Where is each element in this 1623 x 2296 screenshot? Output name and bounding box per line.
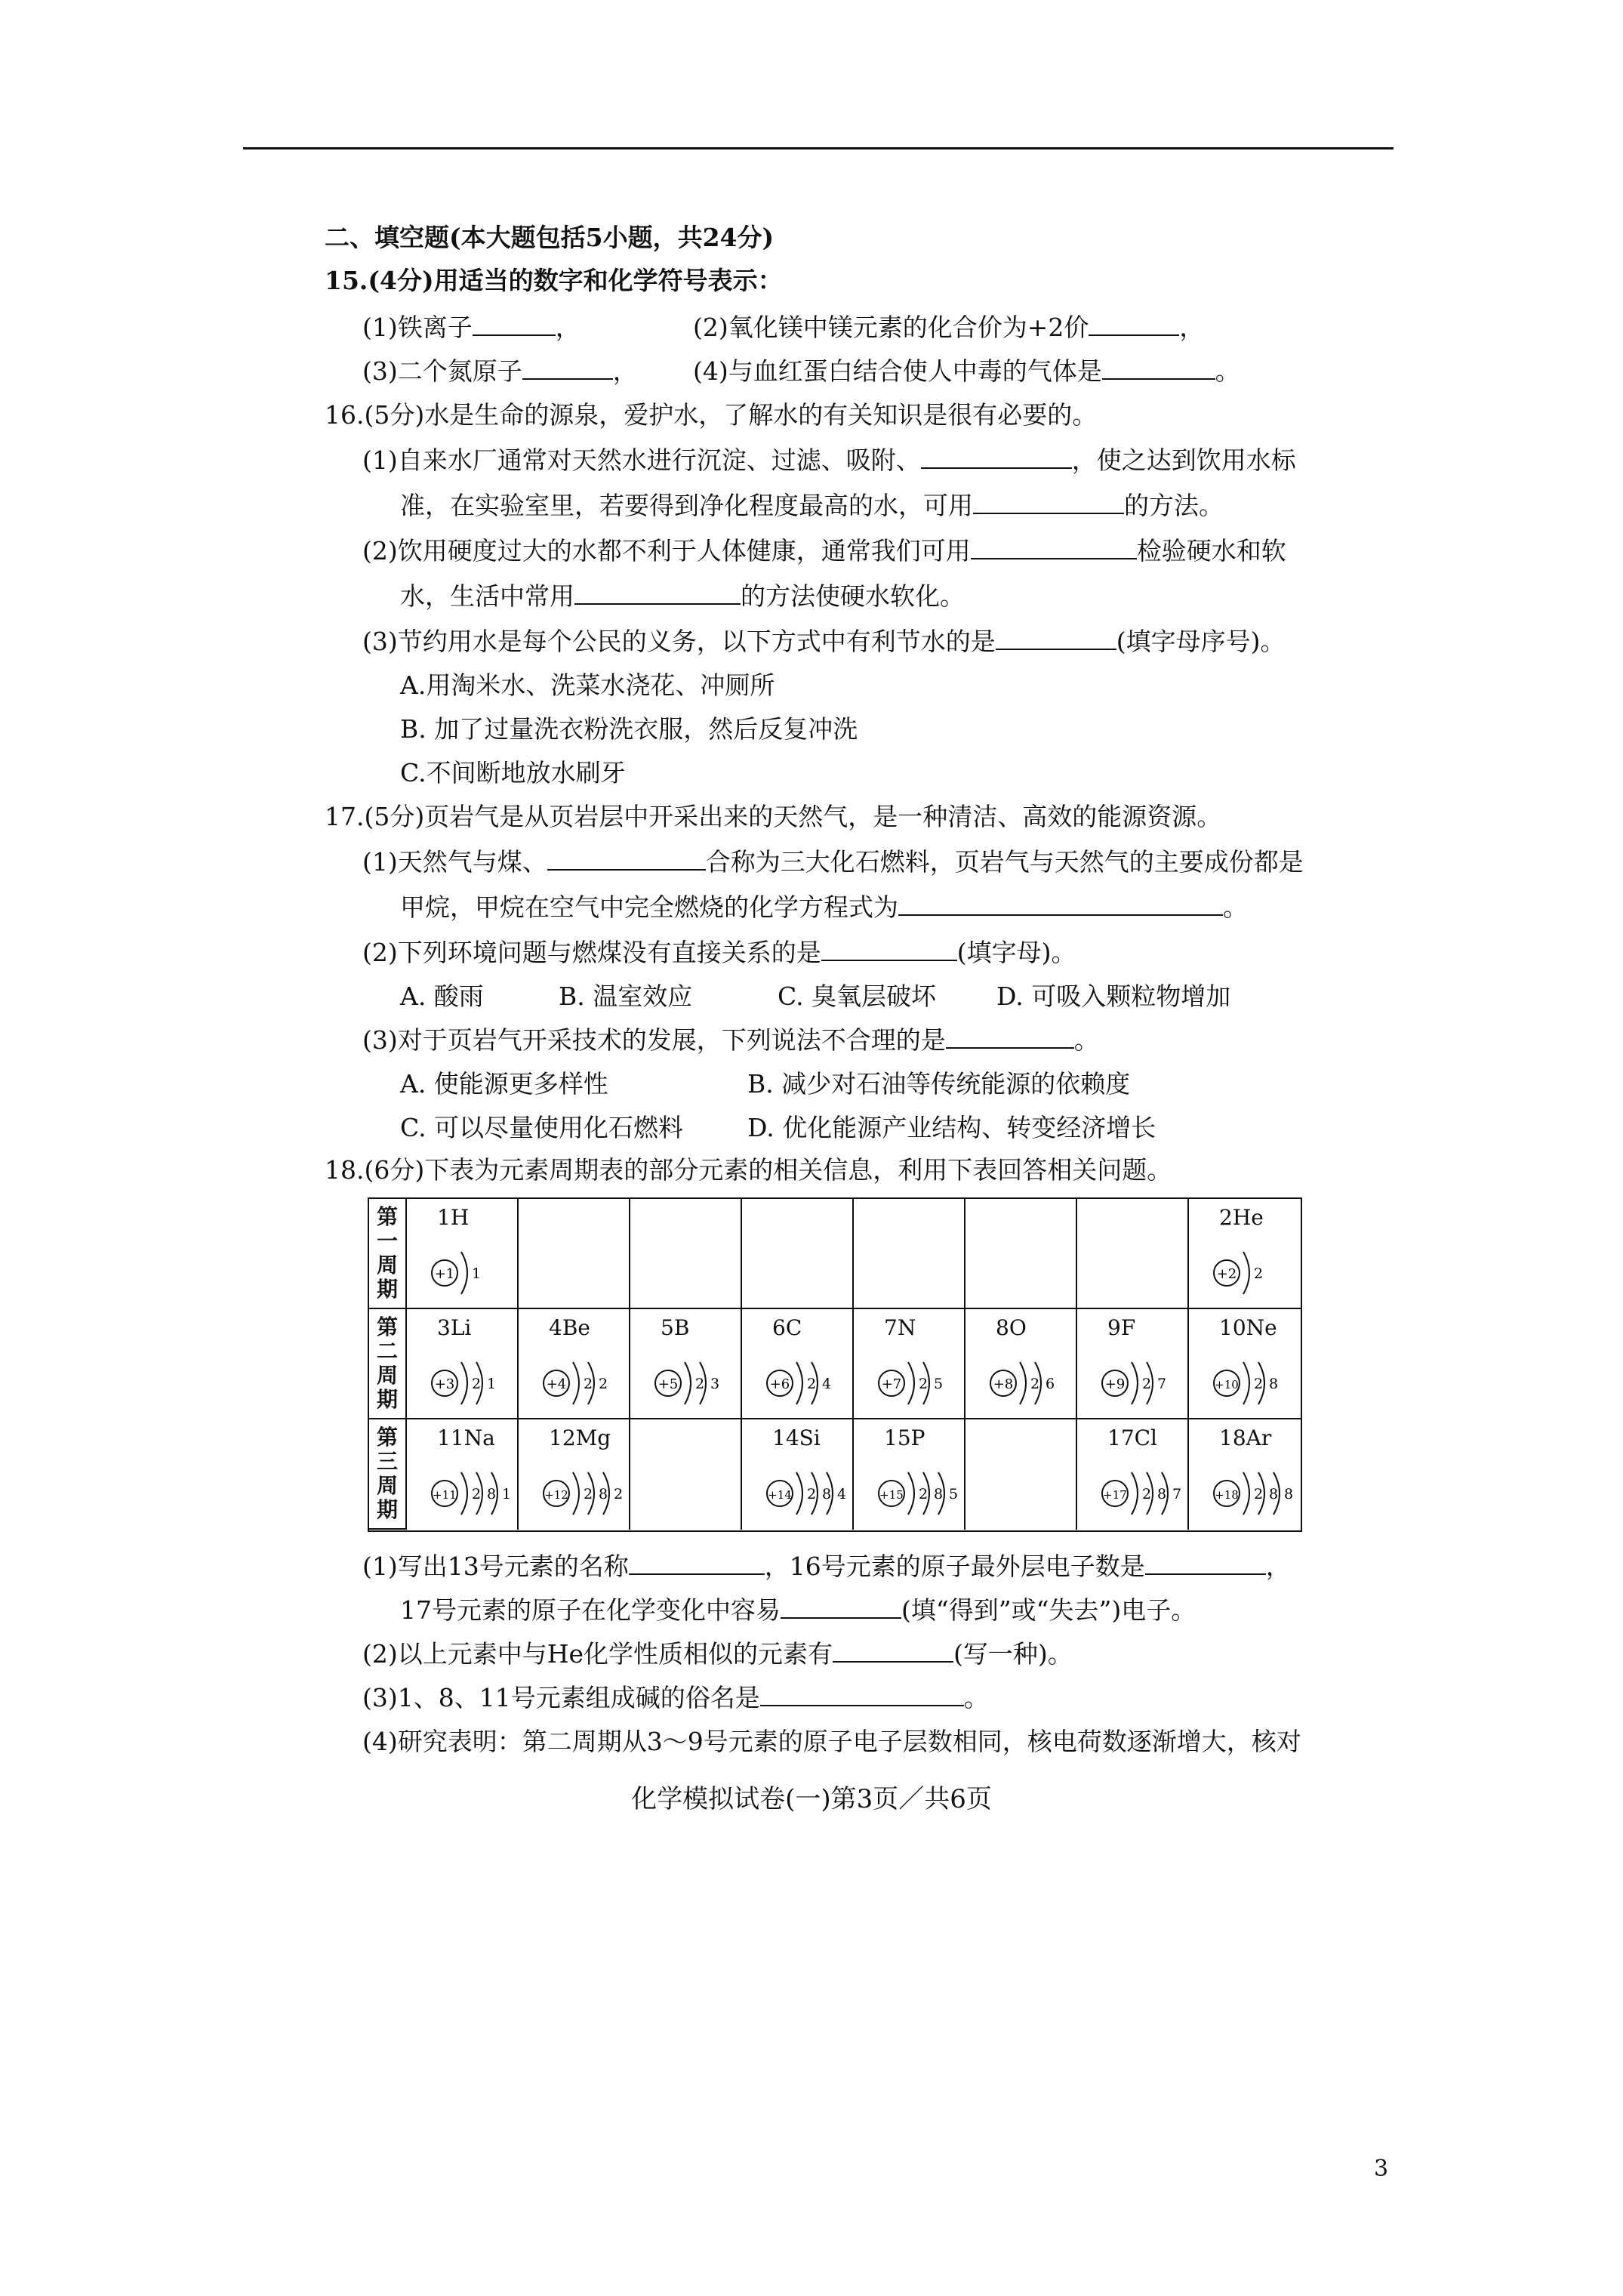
element-cell <box>1189 1309 1301 1419</box>
electron-shell-arc <box>685 1362 691 1404</box>
q16-option-a: A.用淘米水、洗菜水浇花、冲厕所 <box>400 670 775 700</box>
nucleus-charge: +11 <box>433 1488 457 1502</box>
electron-shell-arc <box>573 1362 579 1404</box>
electron-count: 4 <box>822 1376 832 1392</box>
q17-p1-line1 <box>362 847 1304 877</box>
electron-count: 3 <box>710 1376 720 1392</box>
element-cell <box>407 1199 519 1309</box>
element-symbol: 6C <box>772 1315 802 1340</box>
nucleus-charge: +4 <box>546 1376 567 1392</box>
period-label: 第 一 周 期 <box>369 1199 407 1309</box>
q16-p3b: (填字母序号)。 <box>1116 627 1286 656</box>
element-cell <box>854 1419 965 1530</box>
element-cell <box>1077 1309 1189 1419</box>
element-cell <box>1189 1419 1301 1530</box>
electron-count: 2 <box>472 1376 482 1392</box>
q17-title <box>325 802 1221 832</box>
element-symbol: 8O <box>996 1315 1027 1340</box>
q15-line2 <box>362 356 638 387</box>
q16-p1-line1 <box>362 445 1296 476</box>
electron-count: 2 <box>472 1486 482 1502</box>
q17-p3-option-d: D. 优化能源产业结构、转变经济增长 <box>747 1113 1156 1142</box>
periodic-table <box>368 1197 1302 1532</box>
electron-shell-arc <box>461 1252 467 1294</box>
q17-p1d: 。 <box>1223 892 1248 922</box>
q18-p2a: (2)以上元素中与He化学性质相似的元素有 <box>362 1639 833 1669</box>
q16-p1a: (1)自来水厂通常对天然水进行沉淀、过滤、吸附、 <box>362 445 921 475</box>
electron-count: 1 <box>502 1486 512 1502</box>
q16-p1-blank1[interactable] <box>921 446 1072 469</box>
q16-p2b: 检验硬水和软 <box>1136 536 1286 566</box>
q17-p3-options-row1 <box>400 1069 1130 1099</box>
q18-p1-blank2[interactable] <box>1145 1552 1266 1575</box>
q17-p1b: 合称为三大化石燃料，页岩气与天然气的主要成份都是 <box>705 847 1304 877</box>
element-symbol: 4Be <box>549 1315 590 1340</box>
empty-cell <box>1077 1199 1189 1309</box>
empty-cell <box>630 1199 742 1309</box>
atom-structure-diagram <box>651 1345 750 1413</box>
q16-p2-blank1[interactable] <box>971 537 1137 559</box>
electron-count: 8 <box>1284 1486 1294 1502</box>
element-cell <box>630 1309 742 1419</box>
q16-title <box>325 400 1097 430</box>
electron-shell-arc <box>908 1472 914 1515</box>
q15-p2-text: (2)氧化镁中镁元素的化合价为+2价 <box>693 313 1089 342</box>
q16-p1c: 准，在实验室里，若要得到净化程度最高的水，可用 <box>400 491 973 520</box>
electron-count: 2 <box>1254 1486 1264 1502</box>
electron-shell-arc <box>573 1472 579 1515</box>
q16-p1d: 的方法。 <box>1124 491 1224 520</box>
q17-p2-line <box>362 938 1076 968</box>
q18-p1a: (1)写出13号元素的名称 <box>362 1552 629 1581</box>
q17-p1-blank2[interactable] <box>898 893 1223 916</box>
q16-p2a: (2)饮用硬度过大的水都不利于人体健康，通常我们可用 <box>362 536 971 566</box>
atom-structure-diagram <box>1210 1235 1308 1303</box>
q18-p1-blank1[interactable] <box>629 1552 765 1575</box>
q15-p3-blank[interactable] <box>522 357 613 380</box>
electron-count: 1 <box>487 1376 497 1392</box>
element-cell <box>742 1419 854 1530</box>
electron-count: 8 <box>934 1486 944 1502</box>
q15-title <box>325 266 783 296</box>
page-footer: 化学模拟试卷(一)第3页／共6页 <box>631 1784 992 1814</box>
empty-cell <box>742 1199 854 1309</box>
q17-p1-blank1[interactable] <box>547 848 706 871</box>
element-cell <box>519 1309 630 1419</box>
q18-p3-blank[interactable] <box>760 1684 964 1706</box>
q16-p2-line1 <box>362 536 1286 566</box>
q18-p1e: (填“得到”或“失去”)电子。 <box>901 1595 1196 1625</box>
electron-count: 8 <box>1269 1486 1279 1502</box>
atom-structure-diagram <box>1098 1345 1196 1413</box>
element-cell <box>519 1419 630 1530</box>
period-label: 第 三 周 期 <box>369 1419 407 1530</box>
element-cell <box>854 1309 965 1419</box>
q17-p2b: (填字母)。 <box>956 938 1076 967</box>
electron-count: 2 <box>1254 1376 1264 1392</box>
element-symbol: 14Si <box>772 1425 821 1450</box>
q17-p2-options <box>400 982 1230 1012</box>
element-cell <box>1189 1199 1301 1309</box>
q15-p1-text: (1)铁离子 <box>362 313 473 342</box>
nucleus-charge: +14 <box>768 1488 792 1502</box>
nucleus-charge: +5 <box>658 1376 679 1392</box>
element-symbol: 7N <box>884 1315 916 1340</box>
q17-p1-line2 <box>400 892 1248 923</box>
empty-cell <box>965 1419 1077 1530</box>
element-symbol: 9F <box>1107 1315 1136 1340</box>
q16-option-b: B. 加了过量洗衣粉洗衣服，然后反复冲洗 <box>400 714 858 744</box>
q17-p2-option-b: B. 温室效应 <box>559 982 693 1011</box>
electron-shell-arc <box>1132 1472 1138 1515</box>
electron-shell-arc <box>1243 1472 1249 1515</box>
nucleus-charge: +1 <box>434 1266 455 1282</box>
element-symbol: 18Ar <box>1219 1425 1272 1450</box>
page-number: 3 <box>1374 2156 1389 2182</box>
q18-title-text: 18.(6分)下表为元素周期表的部分元素的相关信息，利用下表回答相关问题。 <box>325 1155 1172 1185</box>
element-symbol: 17Cl <box>1107 1425 1158 1450</box>
electron-count: 5 <box>949 1486 959 1502</box>
q17-p1c: 甲烷，甲烷在空气中完全燃烧的化学方程式为 <box>400 892 898 922</box>
element-symbol: 3Li <box>437 1315 472 1340</box>
atom-structure-diagram <box>540 1345 638 1413</box>
empty-cell <box>630 1419 742 1530</box>
atom-structure-diagram <box>1098 1456 1196 1524</box>
q15-p4-text: (4)与血红蛋白结合使人中毒的气体是 <box>693 356 1102 386</box>
empty-cell <box>854 1199 965 1309</box>
electron-count: 2 <box>1030 1376 1040 1392</box>
q17-p3-options-row2 <box>400 1113 1156 1143</box>
nucleus-charge: +15 <box>879 1488 904 1502</box>
nucleus-charge: +7 <box>881 1376 902 1392</box>
q16-p1b: ，使之达到饮用水标 <box>1071 445 1296 475</box>
q15-title-text: 15.(4分)用适当的数字和化学符号表示： <box>325 266 783 295</box>
electron-count: 7 <box>1157 1376 1167 1392</box>
q18-p1-blank3[interactable] <box>781 1596 901 1619</box>
q17-p2-blank[interactable] <box>821 938 957 961</box>
element-cell <box>1077 1419 1189 1530</box>
atom-structure-diagram <box>875 1456 973 1524</box>
q18-p3b: 。 <box>963 1683 989 1712</box>
electron-shell-arc <box>461 1472 467 1515</box>
electron-count: 2 <box>599 1376 608 1392</box>
nucleus-charge: +10 <box>1215 1378 1239 1391</box>
electron-count: 8 <box>487 1486 497 1502</box>
q15-line1 <box>362 313 581 343</box>
atom-structure-diagram <box>428 1235 526 1303</box>
element-symbol: 15P <box>884 1425 925 1450</box>
q16-p1-blank2[interactable] <box>973 492 1124 514</box>
element-cell <box>965 1309 1077 1419</box>
element-symbol: 5B <box>661 1315 690 1340</box>
q15-p1-blank[interactable] <box>473 313 556 336</box>
atom-structure-diagram <box>1210 1456 1308 1524</box>
q18-p1-line1 <box>362 1552 1291 1582</box>
electron-shell-arc <box>796 1362 802 1404</box>
q16-p2-blank2[interactable] <box>574 582 741 605</box>
q18-p2-line <box>362 1639 1073 1669</box>
element-cell <box>742 1309 854 1419</box>
element-cell <box>407 1419 519 1530</box>
q15-line1b <box>693 313 1204 343</box>
electron-count: 2 <box>919 1486 929 1502</box>
element-symbol: 1H <box>437 1205 470 1230</box>
q18-p1b: ，16号元素的原子最外层电子数是 <box>764 1552 1145 1581</box>
q18-p1-line2 <box>400 1595 1196 1626</box>
nucleus-charge: +3 <box>434 1376 455 1392</box>
q17-p3-option-c: C. 可以尽量使用化石燃料 <box>400 1113 684 1142</box>
nucleus-charge: +6 <box>769 1376 790 1392</box>
nucleus-charge: +2 <box>1216 1266 1237 1282</box>
period-label: 第 二 周 期 <box>369 1309 407 1419</box>
electron-count: 1 <box>472 1265 482 1282</box>
atom-structure-diagram <box>428 1345 526 1413</box>
electron-count: 2 <box>695 1376 705 1392</box>
q17-p3b: 。 <box>1073 1025 1099 1055</box>
electron-count: 8 <box>1157 1486 1167 1502</box>
q16-option-c: C.不间断地放水刷牙 <box>400 758 626 787</box>
electron-count: 2 <box>807 1376 817 1392</box>
atom-structure-diagram <box>428 1456 526 1524</box>
element-symbol: 2He <box>1219 1205 1264 1230</box>
q18-p3-line <box>362 1683 989 1713</box>
nucleus-charge: +12 <box>544 1488 568 1502</box>
q17-title-text: 17.(5分)页岩气是从页岩层中开采出来的天然气，是一种清洁、高效的能源资源。 <box>325 802 1222 831</box>
electron-count: 4 <box>837 1486 847 1502</box>
q18-p1c: ， <box>1265 1552 1291 1581</box>
q17-p1a: (1)天然气与煤、 <box>362 847 547 877</box>
q15-p3-end: ， <box>612 356 638 386</box>
q16-p3-blank[interactable] <box>996 627 1116 650</box>
q17-p2-option-c: C. 臭氧层破坏 <box>778 982 937 1011</box>
electron-shell-arc <box>1020 1362 1026 1404</box>
nucleus-charge: +17 <box>1103 1488 1127 1502</box>
section-title: 二、填空题(本大题包括5小题，共24分) <box>325 223 775 252</box>
q15-p4-blank[interactable] <box>1102 357 1215 380</box>
q17-p2a: (2)下列环境问题与燃煤没有直接关系的是 <box>362 938 821 967</box>
q15-p2-blank[interactable] <box>1089 313 1179 336</box>
electron-shell-arc <box>461 1362 467 1404</box>
top-rule <box>243 147 1394 149</box>
electron-count: 8 <box>1269 1376 1279 1392</box>
q16-p2-line2 <box>400 581 965 612</box>
electron-count: 7 <box>1172 1486 1182 1502</box>
element-symbol: 10Ne <box>1219 1315 1277 1340</box>
element-symbol: 11Na <box>437 1425 495 1450</box>
atom-structure-diagram <box>763 1345 861 1413</box>
q18-p3a: (3)1、8、11号元素组成碱的俗名是 <box>362 1683 760 1712</box>
q15-p3-text: (3)二个氮原子 <box>362 356 522 386</box>
q15-p4-end: 。 <box>1215 356 1240 386</box>
q18-p2b: (写一种)。 <box>953 1639 1073 1669</box>
q15-p2-end: ， <box>1179 313 1205 342</box>
atom-structure-diagram <box>763 1456 861 1524</box>
q16-title-text: 16.(5分)水是生命的源泉，爱护水，了解水的有关知识是很有必要的。 <box>325 400 1098 430</box>
q16-p3-line <box>362 627 1286 657</box>
q17-p3-option-a: A. 使能源更多样性 <box>400 1069 608 1099</box>
electron-count: 2 <box>614 1486 624 1502</box>
electron-count: 2 <box>584 1376 593 1392</box>
q16-p2c: 水，生活中常用 <box>400 581 574 611</box>
q16-p1-line2 <box>400 491 1224 521</box>
electron-count: 2 <box>1142 1376 1152 1392</box>
q15-line2b <box>693 356 1240 387</box>
electron-shell-arc <box>1243 1362 1249 1404</box>
q17-p2-option-a: A. 酸雨 <box>400 982 484 1011</box>
q17-p3a: (3)对于页岩气开采技术的发展，下列说法不合理的是 <box>362 1025 946 1055</box>
electron-count: 8 <box>599 1486 608 1502</box>
atom-structure-diagram <box>540 1456 638 1524</box>
electron-count: 8 <box>822 1486 832 1502</box>
electron-shell-arc <box>908 1362 914 1404</box>
electron-count: 5 <box>934 1376 944 1392</box>
q15-p1-end: ， <box>555 313 581 342</box>
q17-p2-option-d: D. 可吸入颗粒物增加 <box>996 982 1231 1011</box>
atom-structure-diagram <box>1210 1345 1308 1413</box>
electron-count: 2 <box>919 1376 929 1392</box>
atom-structure-diagram <box>875 1345 973 1413</box>
element-cell <box>407 1309 519 1419</box>
q18-p1d: 17号元素的原子在化学变化中容易 <box>400 1595 781 1625</box>
electron-count: 6 <box>1046 1376 1055 1392</box>
q17-p3-option-b: B. 减少对石油等传统能源的依赖度 <box>747 1069 1131 1099</box>
element-symbol: 12Mg <box>549 1425 611 1450</box>
electron-count: 2 <box>584 1486 593 1502</box>
empty-cell <box>965 1199 1077 1309</box>
q16-p3a: (3)节约用水是每个公民的义务，以下方式中有利节水的是 <box>362 627 996 656</box>
electron-count: 2 <box>807 1486 817 1502</box>
nucleus-charge: +18 <box>1215 1488 1239 1502</box>
q16-p2d: 的方法使硬水软化。 <box>741 581 965 611</box>
atom-structure-diagram <box>987 1345 1085 1413</box>
q18-p2-blank[interactable] <box>833 1640 953 1663</box>
electron-shell-arc <box>1243 1252 1249 1294</box>
nucleus-charge: +9 <box>1104 1376 1126 1392</box>
q18-p4-line: (4)研究表明：第二周期从3～9号元素的原子电子层数相同，核电荷数逐渐增大，核对 <box>362 1727 1301 1756</box>
nucleus-charge: +8 <box>993 1376 1014 1392</box>
electron-count: 2 <box>1142 1486 1152 1502</box>
electron-shell-arc <box>796 1472 802 1515</box>
q17-p3-line <box>362 1025 1099 1056</box>
q18-title <box>325 1155 1172 1185</box>
electron-shell-arc <box>1132 1362 1138 1404</box>
electron-count: 2 <box>1254 1265 1264 1282</box>
empty-cell <box>519 1199 630 1309</box>
q17-p3-blank[interactable] <box>946 1026 1074 1049</box>
